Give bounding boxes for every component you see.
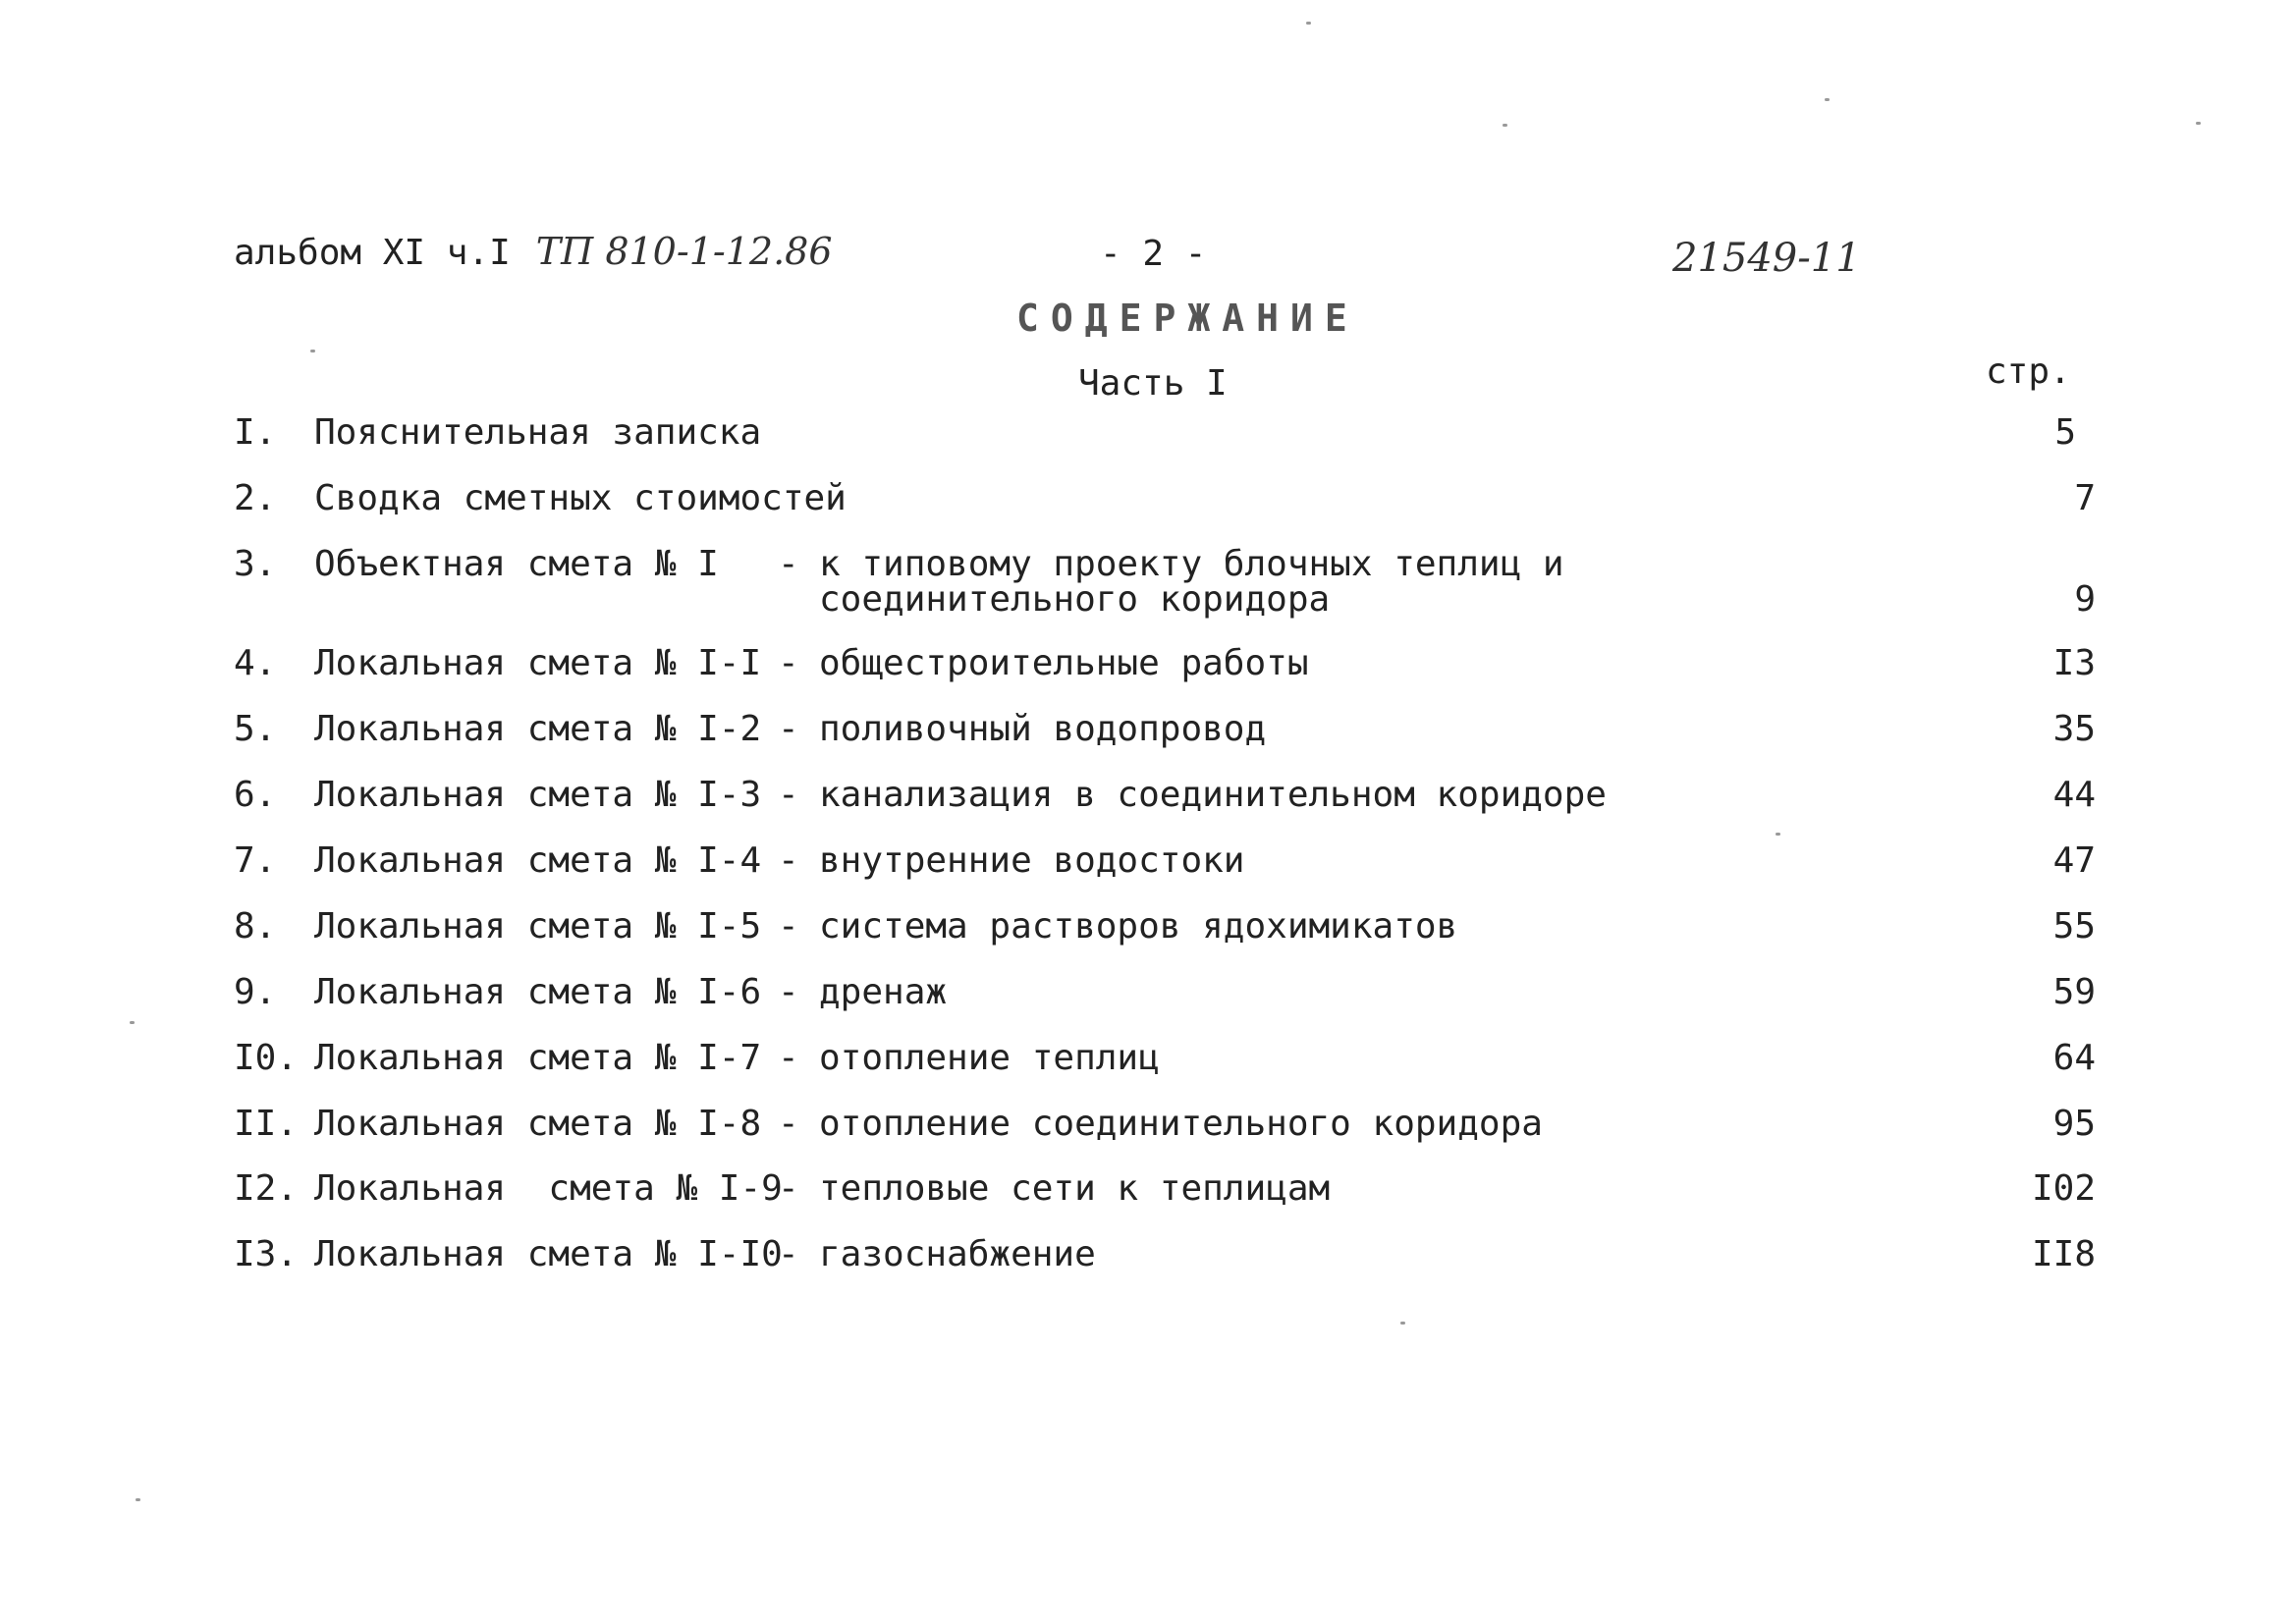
entry-page: I02 — [2031, 1168, 2096, 1209]
page-column-label: стр. — [1986, 352, 2071, 392]
toc-row — [0, 906, 2296, 961]
scan-speck — [2196, 122, 2201, 125]
entry-page: 44 — [2052, 775, 2096, 815]
entry-number: II. — [234, 1104, 299, 1144]
entry-name: Локальная смета № I-8 — [314, 1104, 762, 1144]
entry-description: канализация в соединительном коридоре — [819, 775, 1607, 815]
entry-dash: - — [778, 906, 799, 947]
entry-number: 5. — [234, 709, 277, 749]
scan-speck — [130, 1021, 135, 1024]
entry-page: 7 — [2074, 478, 2096, 518]
part-label: Часть I — [1078, 363, 1228, 404]
entry-name: Сводка сметных стоимостей — [314, 478, 847, 518]
entry-description: к типовому проекту блочных теплиц и — [819, 544, 1564, 584]
entry-description: общестроительные работы — [819, 643, 1309, 683]
scan-speck — [1776, 833, 1780, 836]
entry-description: система растворов ядохимикатов — [819, 906, 1458, 947]
entry-dash: - — [778, 1038, 799, 1078]
entry-number: 6. — [234, 775, 277, 815]
entry-number: I. — [234, 412, 277, 453]
entry-page: I3 — [2052, 643, 2096, 683]
entry-description: дренаж — [819, 972, 948, 1012]
entry-dash: - — [778, 972, 799, 1012]
entry-dash: - — [778, 1234, 799, 1274]
page-marker: - 2 - — [1100, 234, 1207, 274]
entry-name: Локальная смета № I-4 — [314, 840, 762, 881]
entry-page: II8 — [2031, 1234, 2096, 1274]
toc-row — [0, 709, 2296, 764]
entry-name: Локальная смета № I-2 — [314, 709, 762, 749]
entry-name: Локальная смета № I-I0 — [314, 1234, 783, 1274]
entry-name: Пояснительная записка — [314, 412, 762, 453]
entry-number: 3. — [234, 544, 277, 584]
entry-number: I3. — [234, 1234, 299, 1274]
toc-row — [0, 1168, 2296, 1223]
entry-dash: - — [778, 1104, 799, 1144]
entry-dash: - — [778, 709, 799, 749]
entry-page: 59 — [2052, 972, 2096, 1012]
scan-speck — [136, 1498, 140, 1501]
scan-speck — [1825, 98, 1830, 101]
toc-row — [0, 840, 2296, 895]
scan-speck — [1306, 22, 1311, 25]
entry-dash: - — [778, 1168, 799, 1209]
entry-description: внутренние водостоки — [819, 840, 1245, 881]
entry-description: поливочный водопровод — [819, 709, 1267, 749]
toc-row — [0, 775, 2296, 830]
entry-name: Локальная смета № I-7 — [314, 1038, 762, 1078]
entry-page: 5 — [2054, 412, 2076, 453]
project-code: ТП 810-1-12.86 — [535, 230, 833, 273]
entry-page: 55 — [2052, 906, 2096, 947]
entry-name: Локальная смета № I-6 — [314, 972, 762, 1012]
toc-row — [0, 972, 2296, 1027]
inventory-number: 21549-11 — [1672, 236, 1861, 281]
entry-dash: - — [778, 775, 799, 815]
toc-row — [0, 544, 2296, 642]
entry-number: 7. — [234, 840, 277, 881]
album-text: альбом XI ч.I — [234, 233, 511, 273]
entry-number: 8. — [234, 906, 277, 947]
toc-row — [0, 643, 2296, 698]
entry-page: 64 — [2052, 1038, 2096, 1078]
entry-number: I2. — [234, 1168, 299, 1209]
entry-dash: - — [778, 840, 799, 881]
entry-description: отопление теплиц — [819, 1038, 1160, 1078]
scan-speck — [1400, 1322, 1405, 1325]
entry-description: тепловые сети к теплицам — [819, 1168, 1331, 1209]
toc-row — [0, 412, 2296, 467]
entry-page: 9 — [2074, 579, 2096, 620]
entry-name: Локальная смета № I-I — [314, 643, 762, 683]
entry-number: I0. — [234, 1038, 299, 1078]
entry-description-line2: соединительного коридора — [819, 579, 1331, 620]
entry-page: 47 — [2052, 840, 2096, 881]
toc-row — [0, 1104, 2296, 1159]
scan-speck — [310, 350, 315, 352]
scan-speck — [1503, 124, 1507, 127]
album-label — [234, 230, 833, 273]
toc-row — [0, 1234, 2296, 1289]
entry-name: Локальная смета № I-9 — [314, 1168, 783, 1209]
toc-row — [0, 1038, 2296, 1093]
entry-dash: - — [778, 544, 799, 584]
entry-description: отопление соединительного коридора — [819, 1104, 1543, 1144]
entry-page: 35 — [2052, 709, 2096, 749]
entry-number: 9. — [234, 972, 277, 1012]
document-title: СОДЕРЖАНИЕ — [1016, 297, 1359, 340]
entry-dash: - — [778, 643, 799, 683]
entry-name: Объектная смета № I — [314, 544, 719, 584]
entry-name: Локальная смета № I-3 — [314, 775, 762, 815]
entry-name: Локальная смета № I-5 — [314, 906, 762, 947]
entry-description: газоснабжение — [819, 1234, 1096, 1274]
entry-number: 4. — [234, 643, 277, 683]
entry-number: 2. — [234, 478, 277, 518]
entry-page: 95 — [2052, 1104, 2096, 1144]
toc-row — [0, 478, 2296, 533]
